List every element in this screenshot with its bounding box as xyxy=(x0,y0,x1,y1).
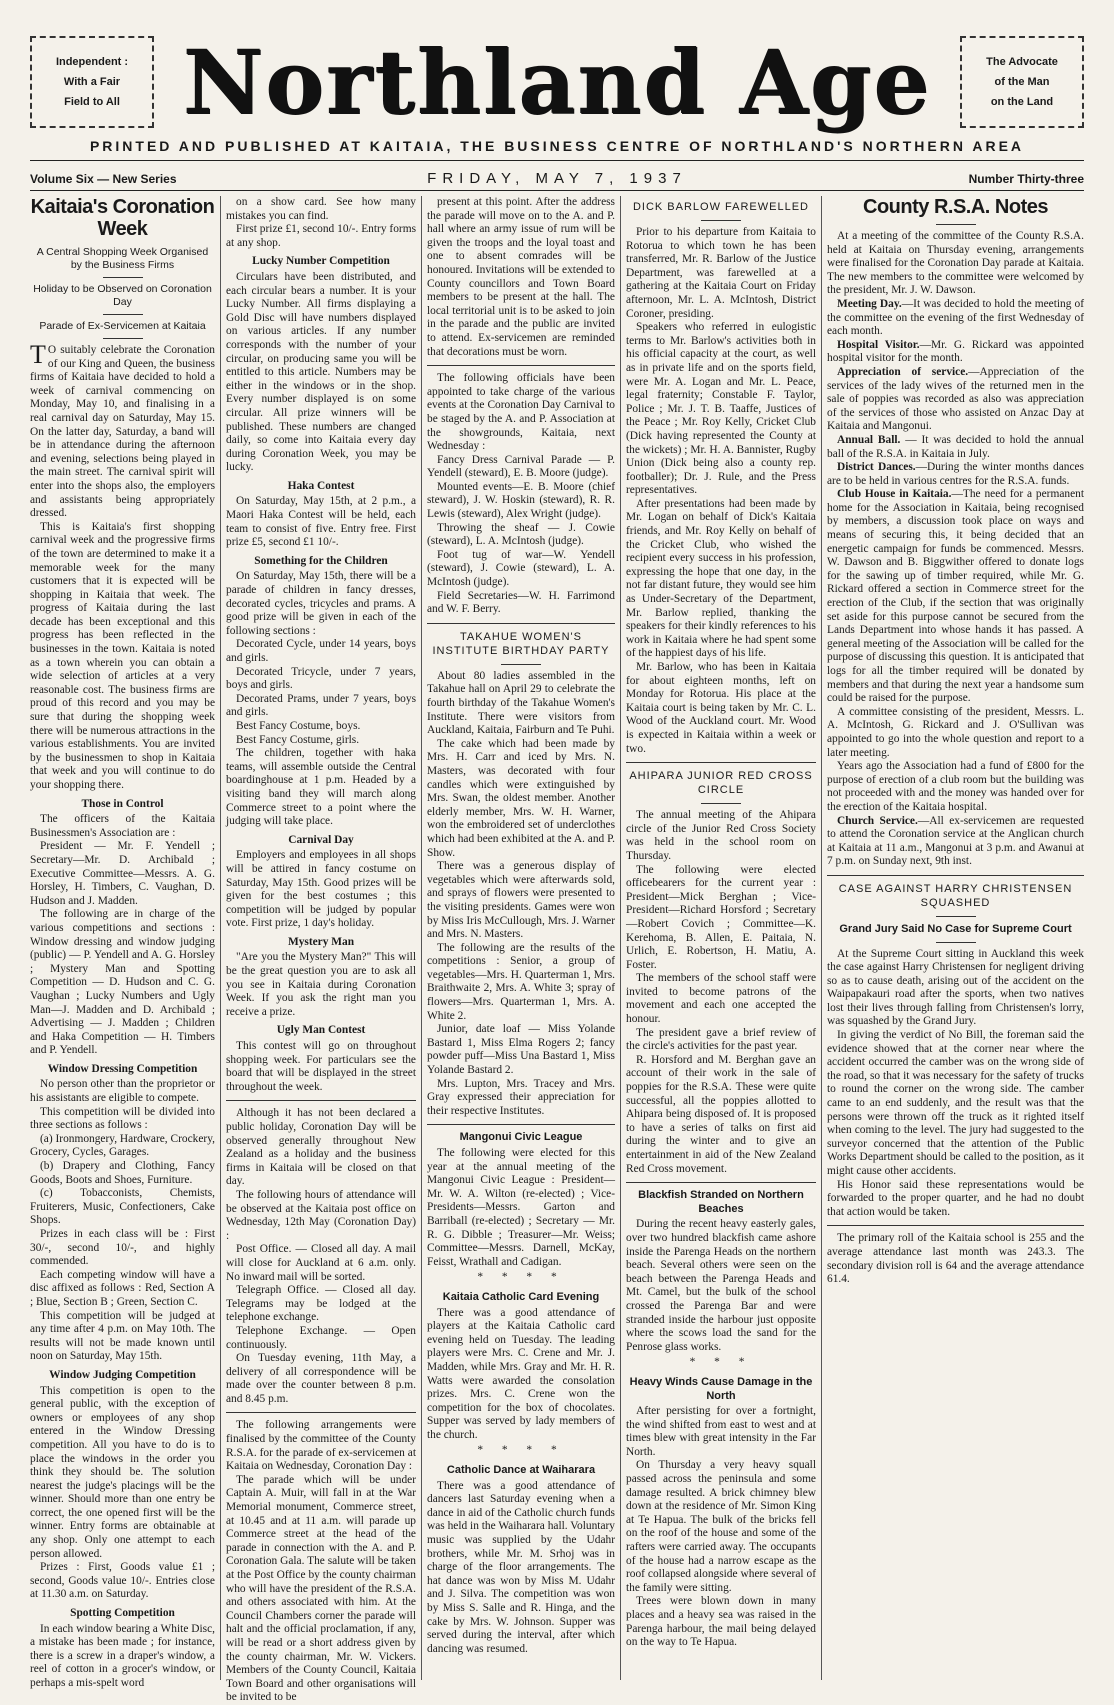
paragraph: Decorated Tricycle, under 7 years, boys and girls. xyxy=(226,665,416,692)
headline-takahue: TAKAHUE WOMEN'S INSTITUTE BIRTHDAY PARTY xyxy=(432,630,610,657)
paragraph: The following are in charge of the various competitions and sections : Window dressing and window judging (public) — P. Yendell and A. G. Horsley ; Mystery Man and Spotting Competition — D. Hudson and C. G. Vaughan ; Lucky Numbers and Ugly Man—J. Madden and D. Archibald ; Advertising — J. Madden ; Children and Haka Competition — H. Timbers and P. Yendell. xyxy=(30,908,215,1057)
ear-right-line: The Advocate xyxy=(986,56,1058,68)
deck: A Central Shopping Week Organised by the Business Firms xyxy=(36,246,209,271)
paragraph: On Saturday, May 15th, there will be a parade of children in fancy dresses, decorated cycles, tricycles and prams. A good prize will be given in each of the following sections : xyxy=(226,570,416,637)
paragraph: "Are you the Mystery Man?" This will be the great question you are to ask all you see in Kaitaia during Coronation Week. If you ask the right man you receive a prize. xyxy=(226,951,416,1018)
paragraph: (b) Drapery and Clothing, Fancy Goods, Boots and Shoes, Furniture. xyxy=(30,1160,215,1186)
divider xyxy=(226,1100,416,1101)
divider xyxy=(701,803,741,804)
headline-christensen: CASE AGAINST HARRY CHRISTENSEN SQUASHED xyxy=(838,882,1073,909)
subheading: Window Dressing Competition xyxy=(47,1062,198,1075)
paragraph: Best Fancy Costume, girls. xyxy=(236,733,360,746)
paragraph: On Saturday, May 15th, at 2 p.m., a Maori Haka Contest will be held, each team to consist of five. Entry free. First prize £5, second £1 10/-. xyxy=(226,495,416,549)
divider xyxy=(936,224,976,225)
subheading: Haka Contest xyxy=(287,479,355,492)
divider xyxy=(936,916,976,917)
paragraph: In giving the verdict of No Bill, the foreman said the evidence showed that at the corner near where the accident occurred the camber was on the wrong side of the road, so that it was necessary for the safety of trucks to round the corner on the wrong side. The camber came to an end suddenly, and the result was that the persons were thrown off the truck as it righted itself when coming to the level. The jury had suggested to the surveyor concerned that the attention of the Public Works Department should be called to the position, as it might cause other accidents. xyxy=(827,1029,1084,1177)
paragraph: Post Office. — Closed all day. A mail will close for Auckland at 6 a.m. only. No inward mail will be sorted. xyxy=(226,1243,416,1283)
paragraph: Best Fancy Costume, boys. xyxy=(236,719,361,732)
subheading: Mystery Man xyxy=(287,935,355,948)
paragraph: (c) Tobacconists, Chemists, Fruiterers, Music, Confectioners, Cake Shops. xyxy=(30,1187,215,1227)
paragraph: First prize £1, second 10/-. Entry forms at any shop. xyxy=(226,223,416,249)
divider xyxy=(936,942,976,943)
headline-rsa-notes: County R.S.A. Notes xyxy=(863,196,1048,218)
paragraph: The parade which will be under Captain A. Muir, will fall in at the War Memorial monument, Commerce street, at 10.45 and at 11 a.m. will parade up Commerce street at the head of the parade in connection with the A. and P. Coronation Gala. The salute will be taken at the Post Office by the county chairman who will have the president of the R.S.A. and others associated with him. At the Council Chambers corner the parade will halt and the official proclamation, if any, will be read or a short address given by the county chairman, Mr. W. Vickers. Members of the County Council, Kaitaia Town Board and other organisations will be invited to be xyxy=(226,1473,416,1704)
paragraph: The annual meeting of the Ahipara circle of the Junior Red Cross Society was held in the school room on Thursday. xyxy=(626,809,816,862)
deck: Holiday to be Observed on Coronation Day xyxy=(33,283,212,308)
paragraph: After presentations had been made by Mr. Logan on behalf of Dick's Kaitaia friends, and Mr. Roy Kelly on behalf of the Cricket Club, who wished the recipient every success in his profession, expressing the hope that one day, in the not far distant future, they would see him as Under-Secretary of the Department, Mr. Barlow replied, thanking the speakers for their kindly references to his work in Kaitaia where he had spent some of the happiest days of his life. xyxy=(626,497,816,660)
headline-coronation-week: Kaitaia's Coronation Week xyxy=(30,196,215,240)
paragraph: Foot tug of war—W. Yendell (steward), J. Cowie (steward), L. A. McIntosh (judge). xyxy=(427,548,615,589)
star-separator: * * * * xyxy=(477,1271,565,1284)
subheading: Ugly Man Contest xyxy=(276,1024,366,1037)
column-rule xyxy=(620,196,621,1680)
paragraph: This competition is open to the general public, with the exception of owners or employees of any shop entered in the Window Dressing competition. All you have to do is to place the windows in the order you think they should be. The solution nearest the judge's placings will be the winner. Should more than one entry be correct, the one opened first will be the winner. Entry forms are obtainable at any shop. Only one attempt to each person allowed. xyxy=(30,1384,215,1560)
paragraph: His Honor said these representations would be forwarded to the proper quarter, and he had no doubt that action would be taken. xyxy=(827,1178,1084,1218)
divider xyxy=(701,220,741,221)
paragraph: There was a good attendance of players at the Kaitaia Catholic card evening held on Tuesday. The leading players were Mrs. C. Crene and Mr. J. Madden, while Mrs. Gray and Mr. H. R. Watts were awarded the consolation prizes. Mrs. C. Crene won the competition for the box of chocolates. Supper was served by lady members of the church. xyxy=(427,1306,615,1441)
volume-label: Volume Six — New Series xyxy=(30,172,177,186)
paragraph: Years ago the Association had a fund of £800 for the purpose of erection of a club room but the building was not proceeded with and the money was handed over for the erection of the Kaitaia hospital. xyxy=(827,760,1084,813)
divider xyxy=(103,277,143,278)
column-5 xyxy=(827,196,1084,1680)
run-in-heading: Annual Ball. xyxy=(837,433,901,446)
divider xyxy=(427,365,615,366)
column-1 xyxy=(30,196,215,1689)
subheading: Heavy Winds Cause Damage in the North xyxy=(629,1375,813,1402)
paragraph: After persisting for over a fortnight, the wind shifted from east to west and at times blew with great intensity in the Far North. xyxy=(626,1405,816,1458)
paragraph: —All ex-servicemen are requested to attend the Coronation service at the Anglican church at Kaitaia at 11 a.m., Mangonui at 3 p.m. and Awanui at 7 p.m. on Sunday next, 9th inst. xyxy=(827,814,1084,868)
divider xyxy=(827,875,1084,876)
paragraph: On Tuesday evening, 11th May, a delivery of all correspondence will be made over the counter between 8 p.m. and 8.45 p.m. xyxy=(226,1352,416,1405)
run-in-heading: Club House in Kaitaia. xyxy=(837,488,952,501)
paragraph: The cake which had been made by Mrs. H. Carr and iced by Mrs. N. Masters, was decorated with four candles which were extinguished by Mrs. Swan, the oldest member. Another elderly member, Mrs. W. H. Warner, won the embroidered set of underclothes which had been exhibited at the A. and P. Show. xyxy=(427,737,615,859)
paragraph: About 80 ladies assembled in the Takahue hall on April 29 to celebrate the fourth birthday of the Takahue Women's Institute. There were visitors from Auckland, Kaitaia, Fairburn and Te Puhi. xyxy=(427,669,615,737)
paragraph: The president gave a brief review of the circle's activities for the past year. xyxy=(626,1026,816,1053)
paragraph: At the Supreme Court sitting in Auckland this week the case against Harry Christensen for negligent driving so as to cause death, arising out of the accident on the Waipapakauri road after the sports, when two natives lost their lives through falling from Christensen's lorry, was squashed by the Grand Jury. xyxy=(827,947,1084,1028)
paragraph: During the recent heavy easterly gales, over two hundred blackfish came ashore inside the Parenga Heads on the northern beach. Several others were seen on the beach between the Parenga Heads and Mt. Camel, but the bulk of the school crossed the Parenga Bar and were stranded inside the harbour just opposite where the scows load the sand for the Penrose glass works. xyxy=(626,1218,816,1353)
paragraph: Trees were blown down in many places and a heavy sea was raised in the Parenga harbour, the mail being delayed on the way to Te Hapua. xyxy=(626,1595,816,1649)
drop-cap: T xyxy=(30,340,46,369)
run-in-heading: Meeting Day. xyxy=(837,297,902,310)
paragraph: This competition will be divided into three sections as follows : xyxy=(30,1105,215,1132)
paragraph: On Thursday a very heavy squall passed across the peninsula and some damage resulted. A brick chimney blew down at the residence of Mr. Simon King at Te Hapua. The bulk of the bricks fell on the roof of the house and some of the rafters were carried away. The occupants of the house had a narrow escape as the roof collapsed alongside where several of the family were sitting. xyxy=(626,1459,816,1594)
paragraph: The following officials have been appointed to take charge of the various events at the Coronation Day Carnival to be staged by the A. and P. Association at the showgrounds, Kaitaia, next Wednesday : xyxy=(427,372,615,453)
paragraph: The following were elected for this year at the annual meeting of the Mangonui Civic League : President—Mr. W. A. Wilton (re-elected) ; Vice-Presidents—Messrs. Garton and Barriball (re-elected) ; Secretary — Mr. R. G. Dibble ; Treasurer—Mr. Weiss; Committee—Messrs. Darnell, McKay, Feisst, Wrathall and Cadigan. xyxy=(427,1147,615,1268)
run-in-heading: Appreciation of service. xyxy=(837,365,969,378)
ear-left-line: Field to All xyxy=(64,96,120,108)
divider xyxy=(427,623,615,624)
run-in-heading: District Dances. xyxy=(837,461,916,474)
paragraph: There was a generous display of vegetables which were afterwards sold, and sprays of flowers were presented to the visiting presidents. Games were won by Miss Iris McCullough, Mrs. J. Warner and Mrs. N. Masters. xyxy=(427,860,615,941)
paragraph: There was a good attendance of dancers last Saturday evening when a dance in aid of the Catholic church funds was held in the Waiharara hall. Voluntary music was supplied by the Udahr brothers, while Mr. M. Srhoj was in charge of the floor arrangements. The hat dance was won by Miss M. Udahr and J. Silva. The competition was won by Miss S. Salle and R. Hinga, and the cake by Mrs. W. Johnson. Supper was served during the interval, after which dancing was resumed. xyxy=(427,1479,615,1655)
ear-left-line: Independent : xyxy=(55,56,129,68)
divider xyxy=(103,338,143,339)
paragraph: O suitably celebrate the Coronation of our King and Queen, the business firms of Kaitaia have decided to hold a week of carnival commencing on Monday, May 10, and finalising in a real carnival day on Saturday, May 15. On the latter day, Saturday, a band will be in attendance during the afternoon and evening, selections being played in the main street. The carnival spirit will enter into the shops also, the employers and assistants being appropriately dressed. xyxy=(30,344,215,520)
paragraph: At a meeting of the committee of the County R.S.A. held at Kaitaia on Thursday evening, arrangements were finalised for the Coronation Day parade at Kaitaia. The new members to the committee were welcomed by the president, Mr. J. W. Dawson. xyxy=(827,230,1084,297)
masthead-title: Northland Age xyxy=(182,30,932,134)
printed-published-line: PRINTED AND PUBLISHED AT KAITAIA, THE BUSINESS CENTRE OF NORTHLAND'S NORTHERN AREA xyxy=(89,138,1025,154)
dateline xyxy=(30,170,1084,188)
paragraph: The following were elected officebearers for the current year : President—Mick Berghan ; Vice-President—Richard Horsford ; Secretary—Robert Covich ; Committee—K. Kerehoma, B. Allen, E. Paitaia, N. Urlich, E. Robertson, H. Matiu, A. Foster. xyxy=(626,863,816,971)
paragraph: Although it has not been declared a public holiday, Coronation Day will be observed generally throughout New Zealand as a holiday and the business firms in Kaitaia will be closed on that day. xyxy=(226,1107,416,1188)
paragraph: Decorated Prams, under 7 years, boys and girls. xyxy=(226,692,416,719)
paragraph: (a) Ironmongery, Hardware, Crockery, Grocery, Cycles, Garages. xyxy=(30,1132,215,1159)
star-separator: * * * * xyxy=(477,1444,565,1457)
masthead-rule-bottom xyxy=(30,190,1084,191)
paragraph: —The need for a permanent home for the Association in Kaitaia, being recognised by members, a discussion took place on ways and means of securing this, it being decided that an energetic campaign for funds be commenced. Messrs. W. Dawson and B. Biggwither offered to donate logs for the sawing up of timber required, while Mr. G. Rickard offered a section in Commerce street for the erection of the Club, if the section that was originally set aside for this purpose cannot be secured from the Lands Department into whose hands it has passed. A general meeting of the Association will be called for the purpose of discussing this question. It is anticipated that logs for all the timber required will be donated by members and that during the next year a handsome sum could be raised for the purpose. xyxy=(827,488,1084,705)
subheading: Catholic Dance at Waiharara xyxy=(446,1464,596,1477)
paragraph: The members of the school staff were invited to become patrons of the movement and each one accepted the honour. xyxy=(626,972,816,1026)
subheading: Grand Jury Said No Case for Supreme Court xyxy=(839,922,1072,935)
subheading: Blackfish Stranded on Northern Beaches xyxy=(638,1189,804,1215)
headline-barlow: DICK BARLOW FAREWELLED xyxy=(632,201,810,213)
ear-left-line: With a Fair xyxy=(63,76,121,88)
subheading: Carnival Day xyxy=(288,833,354,846)
paragraph: Mr. Barlow, who has been in Kaitaia for about eighteen months, left on Monday for Rotorua. His place at the Kaitaia court is being taken by Mr. C. L. Wood of the Auckland court. Mr. Wood is expected in Kaitaia within a week or two. xyxy=(626,661,816,755)
paragraph: Mounted events—E. B. Moore (chief steward), J. W. Hoskin (steward), R. R. Lewis (steward), Alex Wright (judge). xyxy=(427,480,615,521)
headline-ahipara: AHIPARA JUNIOR RED CROSS CIRCLE xyxy=(629,770,813,797)
paragraph: Telegraph Office. — Closed all day. Telegrams may be lodged at the telephone exchange. xyxy=(226,1284,416,1324)
divider xyxy=(501,664,541,665)
paragraph: Circulars have been distributed, and each circular bears a number. It is your Lucky Number. All firms displaying a Gold Disc will have numbers displayed on various articles. If any number corresponds with the number of your circular, on producing same you will be entitled to this article. Numbers may be either in the windows or in the shop. Every number displayed is on some circular. All prize winners will be published. These numbers are changed daily, so come into Kaitaia every day during Coronation Week, you may be lucky. xyxy=(226,270,416,474)
divider xyxy=(626,1182,816,1183)
paragraph: on a show card. See how many mistakes you can find. xyxy=(226,196,416,222)
run-in-heading: Church Service. xyxy=(837,814,918,827)
ear-right-box xyxy=(960,36,1084,128)
paragraph: Throwing the sheaf — J. Cowie (steward), L. A. McIntosh (judge). xyxy=(427,521,615,548)
paragraph: The following are the results of the competitions : Senior, a group of vegetables—Mrs. H. Quarterman 1, Mrs. Braithwaite 2, Mrs. A. White 3; spray of flowers—Mrs. Quarterman 1, Mrs. A. White 2. xyxy=(427,941,615,1022)
paragraph: The primary roll of the Kaitaia school is 255 and the average attendance last month was 243.3. The secondary division roll is 64 and the average attendance 61.4. xyxy=(827,1232,1084,1286)
paragraph: Decorated Cycle, under 14 years, boys and girls. xyxy=(226,638,416,664)
column-3 xyxy=(427,196,615,1680)
paragraph: This is Kaitaia's first shopping carnival week and the progressive firms of the town are determined to make it a memorable week for the many customers that it is expected will be shopping in Kaitaia that week. The progress of Kaitaia during the last decade has been exceptional and this progress has been reflected in the businesses in the town. Kaitaia is noted as a town wherein you can obtain a wide selection of articles at a very reasonable cost. The business firms are proud of this record and you may be sure that during the shopping week there will be numerous attractions in the various establishments. You are invited by the businessmen to shop in Kaitaia that week and you will continue to do your shopping there. xyxy=(30,520,215,791)
star-separator: * * * xyxy=(689,1356,753,1369)
paragraph: —During the winter months dances are to be held in various centres for the R.S.A. funds. xyxy=(827,461,1084,487)
paragraph: A committee consisting of the president, Messrs. L. A. McIntosh, G. Rickard and J. O'Sullivan was appointed to go into the whole question and report to a later meeting. xyxy=(827,705,1084,759)
paragraph: Prizes : First, Goods value £1 ; second, Goods value 10/-. Entries close at 11.30 a.m. on Saturday. xyxy=(30,1561,215,1601)
divider xyxy=(827,1225,1084,1226)
paragraph: The children, together with haka teams, will assemble outside the Central boardinghouse at 1 p.m. Headed by a visiting band they will march along Commerce street to a point where the judging will take place. xyxy=(226,747,416,828)
subheading: Lucky Number Competition xyxy=(252,255,390,268)
column-rule xyxy=(421,196,422,1680)
paragraph: Telephone Exchange. — Open continuously. xyxy=(226,1324,416,1351)
paragraph: The officers of the Kaitaia Businessmen's Association are : xyxy=(30,813,215,839)
subheading: Mangonui Civic League xyxy=(459,1131,583,1144)
ear-right-line: of the Man xyxy=(994,76,1050,88)
column-4 xyxy=(626,196,816,1680)
paragraph: Prizes in each class will be : First 30/-, second 10/-, and highly commended. xyxy=(30,1228,215,1268)
issue-date: FRIDAY, MAY 7, 1937 xyxy=(427,170,687,187)
paragraph: present at this point. After the address the parade will move on to the A. and P. hall where an army issue of rum will be given the troops and the loyal toast and one to absent comrades will be honoured. Invitations will be extended to County councillors and Town Board members to be present at the hall. The local territorial unit is to be asked to join in the parade and the public are invited to attend. Ex-servicemen are reminded that decorations must be worn. xyxy=(427,196,615,358)
divider xyxy=(626,762,816,763)
deck: Parade of Ex-Servicemen at Kaitaia xyxy=(39,320,206,332)
paragraph: —Mr. G. Rickard was appointed hospital visitor for the month. xyxy=(827,338,1084,365)
paragraph: The following arrangements were finalised by the committee of the County R.S.A. for the parade of ex-servicemen at Kaitaia on Wednesday, Coronation Day : xyxy=(226,1419,416,1473)
divider xyxy=(103,314,143,315)
paragraph: R. Horsford and M. Berghan gave an account of their work in the sale of poppies for the R.S.A. These were quite successful, all the poppies allotted to Ahipara being disposed of. It is proposed to have a series of talks on first aid during the winter and to give an entertainment in aid of the New Zealand Red Cross movement. xyxy=(626,1053,816,1175)
paragraph: Each competing window will have a disc affixed as follows : Red, Section A ; Blue, Section B ; Green, Section C. xyxy=(30,1268,215,1308)
paragraph: In each window bearing a White Disc, a mistake has been made ; for instance, there is a screw in a draper's window, a reel of cotton in a grocer's window, or perhaps a mis-spelt word xyxy=(30,1622,215,1689)
subheading: Kaitaia Catholic Card Evening xyxy=(442,1290,600,1303)
issue-number: Number Thirty-three xyxy=(968,172,1084,186)
ear-left-box xyxy=(30,36,154,128)
masthead-rule-top xyxy=(30,160,1084,161)
paragraph: Prior to his departure from Kaitaia to Rotorua to which town he has been transferred, Mr. R. Barlow of the Justice Department, was farewelled at a gathering at the Kaitaia Court on Friday afternoon, Mr. L. A. McIntosh, District Coroner, presiding. xyxy=(626,226,816,320)
divider xyxy=(226,1412,416,1413)
subheading: Those in Control xyxy=(81,797,164,810)
column-rule xyxy=(220,196,221,1680)
paragraph: Fancy Dress Carnival Parade — P. Yendell (steward), E. B. Moore (judge). xyxy=(427,453,615,480)
paragraph: Employers and employees in all shops will be attired in fancy costume on Saturday, May 15th. Good prizes will be given for the best costumes ; this competition will be judged by popular vote. First prize, 1 day's holiday. xyxy=(226,849,416,930)
column-rule xyxy=(821,196,822,1680)
paragraph: No person other than the proprietor or his assistants are eligible to compete. xyxy=(30,1078,215,1105)
ear-right-line: on the Land xyxy=(990,96,1054,108)
paragraph: —It was decided to hold the meeting of the committee on the evening of the first Wednesday of each month. xyxy=(827,297,1084,338)
paragraph: —Appreciation of the services of the lady wives of the returned men in the sale of poppies was recorded as also was appreciation of the services of those who assisted on Anzac Day at Kaitaia and Mangonui. xyxy=(827,365,1084,433)
subheading: Spotting Competition xyxy=(70,1607,175,1620)
paragraph: This competition will be judged at any time after 4 p.m. on May 10th. The results will not be made known until noon on Saturday, May 15th. xyxy=(30,1309,215,1363)
paragraph: Mrs. Lupton, Mrs. Tracey and Mrs. Gray expressed their appreciation for their respective Institutes. xyxy=(427,1077,615,1117)
paragraph: Speakers who referred in eulogistic terms to Mr. Barlow's activities both in his official capacity at the court, as well as in private life and on the sports field, were Mr. A. Logan and Mr. L. Peace, legal fraternity; Constable F. Taylor, Police ; Mr. J. T. B. Taaffe, Justices of the Peace ; Mr. Roy Kelly, Cricket Club (Dick having represented the County at the wickets) ; Mr. H. A. Bannister, Rugby Union (Dick being also a county rep. footballer); Dr. J. Rule, and the Press representatives. xyxy=(626,321,816,497)
subheading: Window Judging Competition xyxy=(49,1368,196,1381)
paragraph: President — Mr. F. Yendell ; Secretary—Mr. D. Archibald ; Executive Committee—Messrs. A. G. Horsley, H. Timbers, C. Vaughan, D. Hudson and J. Madden. xyxy=(30,840,215,907)
divider xyxy=(427,1124,615,1125)
paragraph: Field Secretaries—W. H. Farrimond and W. F. Berry. xyxy=(427,589,615,616)
paragraph: The following hours of attendance will be observed at the Kaitaia post office on Wednesday, 12th May (Coronation Day) : xyxy=(226,1188,416,1242)
run-in-heading: Hospital Visitor. xyxy=(837,338,920,351)
column-2 xyxy=(226,196,416,1704)
subheading: Something for the Children xyxy=(254,554,388,567)
paragraph: This contest will go on throughout shopping week. For particulars see the board that will be displayed in the street throughout the week. xyxy=(226,1040,416,1093)
paragraph: Junior, date loaf — Miss Yolande Bastard 1, Miss Elma Rogers 2; fancy powder puff—Miss Una Bastard 1, Miss Yolande Bastard 2. xyxy=(427,1023,615,1077)
paragraph: — It was decided to hold the annual ball of the R.S.A. in Kaitaia in July. xyxy=(827,433,1084,460)
